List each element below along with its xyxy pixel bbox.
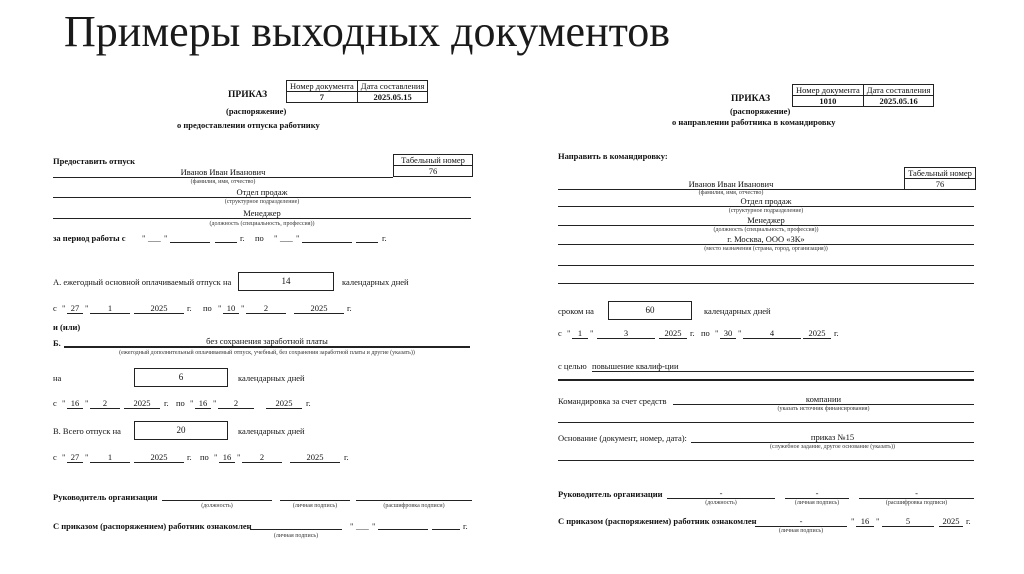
year-suffix: г. <box>834 328 839 338</box>
leave-b-label: Б. <box>53 338 61 348</box>
annual-leave-label: А. ежегодный основной оплачиваемый отпуск на <box>53 277 232 287</box>
to-year: 2025 <box>290 452 340 463</box>
ack-month: 5 <box>882 516 934 527</box>
tab-number-box <box>393 154 473 177</box>
goal-value: повышение квалиф-ции <box>592 361 974 372</box>
order-heading: ПРИКАЗ <box>731 94 771 104</box>
leave-b-type: без сохранения заработной платы <box>64 336 470 347</box>
caption-signature: (личная подпись) <box>273 533 319 539</box>
quote-mark: " <box>715 328 719 338</box>
to-label: по <box>701 328 710 338</box>
page-title: Примеры выходных документов <box>64 7 671 56</box>
days-unit: календарных дней <box>238 373 305 383</box>
to-year: 2025 <box>803 328 831 339</box>
from-label: с <box>53 303 57 313</box>
order-subheading: (распоряжение) <box>730 106 791 116</box>
funding-label: Командировка за счет средств <box>558 396 667 406</box>
quote-mark: " <box>214 452 218 462</box>
days-unit: календарных дней <box>238 426 305 436</box>
year-suffix: г. <box>164 398 169 408</box>
send-label: Направить в командировку: <box>558 151 668 161</box>
year-suffix: г. <box>347 303 352 313</box>
term-days: 60 <box>608 301 692 320</box>
to-month: 4 <box>743 328 801 339</box>
head-decode: - <box>859 488 974 499</box>
position-value: Менеджер <box>558 215 974 226</box>
to-label: по <box>203 303 212 313</box>
to-day: 16 <box>195 398 211 409</box>
caption-signature: (личная подпись) <box>794 500 840 506</box>
blank-line <box>378 529 428 530</box>
order-subheading: (распоряжение) <box>226 106 287 116</box>
quote-mark: " <box>62 452 66 462</box>
tab-number-value: 76 <box>935 179 945 189</box>
business-trip-order-document <box>555 78 985 558</box>
to-day: 10 <box>223 303 239 314</box>
doc-number-value: 7 <box>287 92 358 103</box>
year-suffix: г. <box>306 398 311 408</box>
year-suffix: г. <box>690 328 695 338</box>
from-month: 1 <box>90 452 130 463</box>
quote-mark: " <box>590 328 594 338</box>
signature-line <box>356 500 472 501</box>
grant-label: Предоставить отпуск <box>53 156 136 166</box>
destination-caption: (место назначения (страна, город, организация)) <box>704 246 828 252</box>
order-subject: о направлении работника в командировку <box>672 117 836 127</box>
quote-mark: " <box>296 233 300 243</box>
tab-number-value: 76 <box>428 166 438 176</box>
document-header-table <box>792 84 934 107</box>
to-month: 2 <box>218 398 254 409</box>
header-doc-number-label: Номер документа <box>793 85 864 96</box>
blank-line <box>302 242 352 243</box>
quote-mark: " <box>851 516 855 526</box>
quote-mark: " <box>62 303 66 313</box>
doc-date-value: 2025.05.16 <box>863 96 934 107</box>
funding-caption: (указать источник финансирования) <box>777 406 870 412</box>
from-day: 27 <box>67 303 83 314</box>
leave-b-caption: (ежегодный дополнительный оплачиваемый отпуск, учебный, без сохранения заработной платы и другие (указать)) <box>119 350 415 356</box>
from-day: 1 <box>572 328 588 339</box>
quote-mark: " <box>738 328 742 338</box>
position-caption: (должность (специальность, профессия)) <box>713 227 819 233</box>
head-position: - <box>667 488 775 499</box>
tab-number-label: Табельный номер <box>905 168 975 179</box>
to-day: 30 <box>720 328 736 339</box>
blank-line <box>170 242 210 243</box>
employee-name-caption: (фамилия, имя, отчество) <box>190 179 256 185</box>
doc-date-value: 2025.05.15 <box>357 92 428 103</box>
ack-year: 2025 <box>939 516 963 527</box>
quote-mark: " <box>85 452 89 462</box>
quote-mark: " <box>213 398 217 408</box>
department-caption: (структурное подразделение) <box>224 199 300 205</box>
to-year: 2025 <box>266 398 302 409</box>
from-year: 2025 <box>134 303 184 314</box>
from-day: 27 <box>67 452 83 463</box>
quote-mark: " <box>241 303 245 313</box>
to-label: по <box>176 398 185 408</box>
quote-mark: " <box>62 398 66 408</box>
year-suffix: г. <box>187 452 192 462</box>
acknowledged-label: С приказом (распоряжением) работник ознакомлен <box>53 521 252 531</box>
blank-field: ___ <box>148 233 161 243</box>
quote-mark: " <box>164 233 168 243</box>
to-year: 2025 <box>294 303 344 314</box>
quote-mark: " <box>190 398 194 408</box>
employee-name: Иванов Иван Иванович <box>53 167 393 178</box>
year-suffix: г. <box>382 233 387 243</box>
year-suffix: г. <box>966 516 971 526</box>
from-month: 1 <box>90 303 130 314</box>
quote-mark: " <box>85 303 89 313</box>
separator-line <box>558 379 974 381</box>
basis-value: приказ №15 <box>691 432 974 443</box>
quote-mark: " <box>218 303 222 313</box>
blank-line <box>215 242 237 243</box>
quote-mark: " <box>142 233 146 243</box>
quote-mark: " <box>567 328 571 338</box>
blank-field: ___ <box>280 233 293 243</box>
caption-position: (должность) <box>705 500 737 506</box>
from-label: с <box>53 452 57 462</box>
year-suffix: г. <box>240 233 245 243</box>
blank-field: ___ <box>356 521 369 531</box>
work-period-label: за период работы с <box>53 233 126 243</box>
and-or-label: и (или) <box>53 322 81 332</box>
header-doc-number-label: Номер документа <box>287 81 358 92</box>
from-year: 2025 <box>124 398 160 409</box>
basis-label: Основание (документ, номер, дата): <box>558 433 687 443</box>
blank-line <box>558 422 974 423</box>
leave-b-days: 6 <box>134 368 228 387</box>
acknowledged-label: С приказом (распоряжением) работник ознакомлен <box>558 516 757 526</box>
annual-leave-days: 14 <box>238 272 334 291</box>
quote-mark: " <box>237 452 241 462</box>
caption-position: (должность) <box>201 503 233 509</box>
to-month: 2 <box>242 452 282 463</box>
from-day: 16 <box>67 398 83 409</box>
on-label: на <box>53 373 62 383</box>
blank-line <box>558 460 974 461</box>
to-label: по <box>255 233 264 243</box>
caption-signature: (личная подпись) <box>292 503 338 509</box>
to-day: 16 <box>219 452 235 463</box>
position-caption: (должность (специальность, профессия)) <box>209 221 315 227</box>
employee-name: Иванов Иван Иванович <box>558 179 904 190</box>
order-heading: ПРИКАЗ <box>228 90 268 100</box>
tab-number-box <box>904 167 976 190</box>
from-year: 2025 <box>659 328 687 339</box>
department-value: Отдел продаж <box>558 196 974 207</box>
goal-label: с целью <box>558 361 587 371</box>
basis-caption: (служебное задание, другое основание (указать)) <box>770 444 895 450</box>
quote-mark: " <box>372 521 376 531</box>
signature-line <box>162 500 272 501</box>
header-doc-date-label: Дата составления <box>357 81 428 92</box>
blank-line <box>558 265 974 266</box>
head-label: Руководитель организации <box>558 489 663 499</box>
from-month: 3 <box>597 328 655 339</box>
blank-line <box>432 529 460 530</box>
separator-line <box>64 346 470 348</box>
days-unit: календарных дней <box>342 277 409 287</box>
ack-signature: - <box>755 516 847 527</box>
total-leave-days: 20 <box>134 421 228 440</box>
ack-day: 16 <box>856 516 874 527</box>
employee-name-caption: (фамилия, имя, отчество) <box>698 190 764 196</box>
head-signature: - <box>785 488 849 499</box>
tab-number-label: Табельный номер <box>394 155 472 166</box>
vacation-order-document <box>50 78 475 558</box>
order-subject: о предоставлении отпуска работнику <box>177 120 320 130</box>
head-label: Руководитель организации <box>53 492 158 502</box>
blank-line <box>356 242 378 243</box>
to-month: 2 <box>246 303 286 314</box>
department-caption: (структурное подразделение) <box>728 208 804 214</box>
year-suffix: г. <box>463 521 468 531</box>
to-label: по <box>200 452 209 462</box>
caption-decode: (расшифровка подписи) <box>885 500 948 506</box>
blank-line <box>558 283 974 284</box>
doc-number-value: 1010 <box>793 96 864 107</box>
from-label: с <box>53 398 57 408</box>
caption-signature: (личная подпись) <box>778 528 824 534</box>
document-header-table <box>286 80 428 103</box>
caption-decode: (расшифровка подписи) <box>383 503 445 509</box>
quote-mark: " <box>350 521 354 531</box>
from-month: 2 <box>90 398 120 409</box>
total-leave-label: В. Всего отпуск на <box>53 426 121 436</box>
from-label: с <box>558 328 562 338</box>
days-unit: календарных дней <box>704 306 771 316</box>
position-value: Менеджер <box>53 208 471 219</box>
year-suffix: г. <box>187 303 192 313</box>
quote-mark: " <box>876 516 880 526</box>
year-suffix: г. <box>344 452 349 462</box>
quote-mark: " <box>274 233 278 243</box>
funding-value: компании <box>673 394 974 405</box>
from-year: 2025 <box>134 452 184 463</box>
destination-value: г. Москва, ООО «ЗК» <box>558 234 974 245</box>
signature-line <box>280 500 350 501</box>
header-doc-date-label: Дата составления <box>863 85 934 96</box>
quote-mark: " <box>85 398 89 408</box>
signature-line <box>250 529 342 530</box>
department-value: Отдел продаж <box>53 187 471 198</box>
term-label: сроком на <box>558 306 594 316</box>
